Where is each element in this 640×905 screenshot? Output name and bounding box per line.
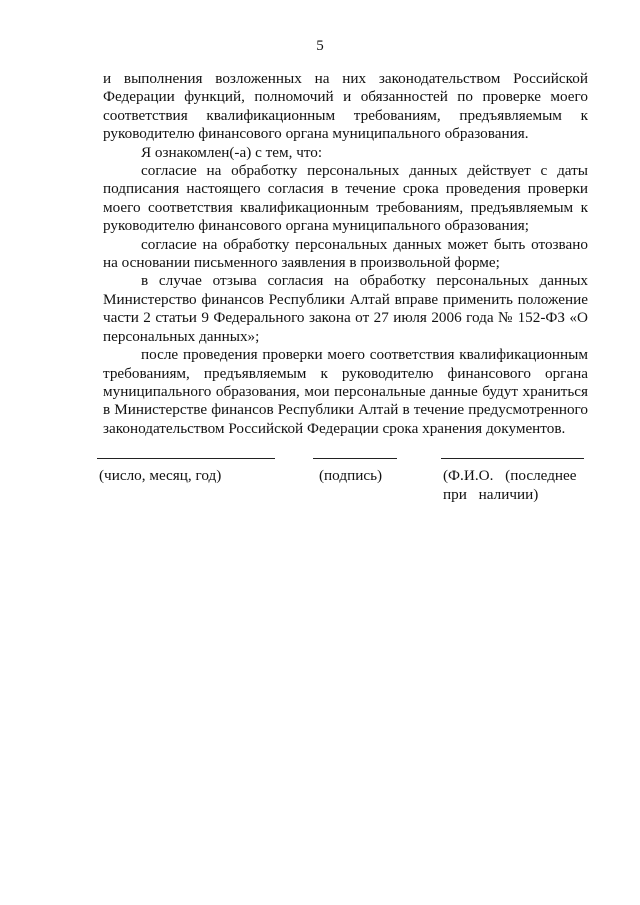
paragraph-consent-duration: согласие на обработку персональных данных действует с даты подписания настоящего согласия в течение срока проведения проверки моего соответствия квалификационным требованиям, предъявляемым к руководителю финансового органа муниципального образования; bbox=[103, 162, 588, 235]
signature-line bbox=[313, 458, 397, 459]
paragraph-continuation: и выполнения возложенных на них законодательством Российской Федерации функций, полномочий и обязанностей по проверке моего соответствия квалификационным требованиям, предъявляемым к руководителю финансового органа муниципального образования. bbox=[103, 70, 588, 143]
document-body bbox=[103, 70, 588, 438]
signature-label: (подпись) bbox=[319, 467, 383, 484]
full-name-label: (Ф.И.О. (последнее при наличии) bbox=[443, 467, 577, 503]
paragraph-data-storage: после проведения проверки моего соответствия квалификационным требованиям, предъявляемым к руководителю финансового органа муниципального образования, мои персональные данные будут храниться в Министерстве финансов Республики Алтай в течение предусмотренного законодательством Российской Федерации срока хранения документов. bbox=[103, 346, 588, 437]
date-label: (число, месяц, год) bbox=[99, 467, 222, 484]
paragraph-revocation-consequence: в случае отзыва согласия на обработку персональных данных Министерство финансов Республики Алтай вправе применить положение части 2 статьи 9 Федерального закона от 27 июля 2006 года № 152-ФЗ «О персональных данных»; bbox=[103, 272, 588, 345]
paragraph-consent-revocation: согласие на обработку персональных данных может быть отозвано на основании письменного заявления в произвольной форме; bbox=[103, 235, 588, 272]
page-number: 5 bbox=[316, 38, 324, 54]
paragraph-acknowledgement: Я ознакомлен(-а) с тем, что: bbox=[141, 143, 323, 161]
date-signature-line bbox=[97, 458, 275, 459]
full-name-line bbox=[441, 458, 584, 459]
